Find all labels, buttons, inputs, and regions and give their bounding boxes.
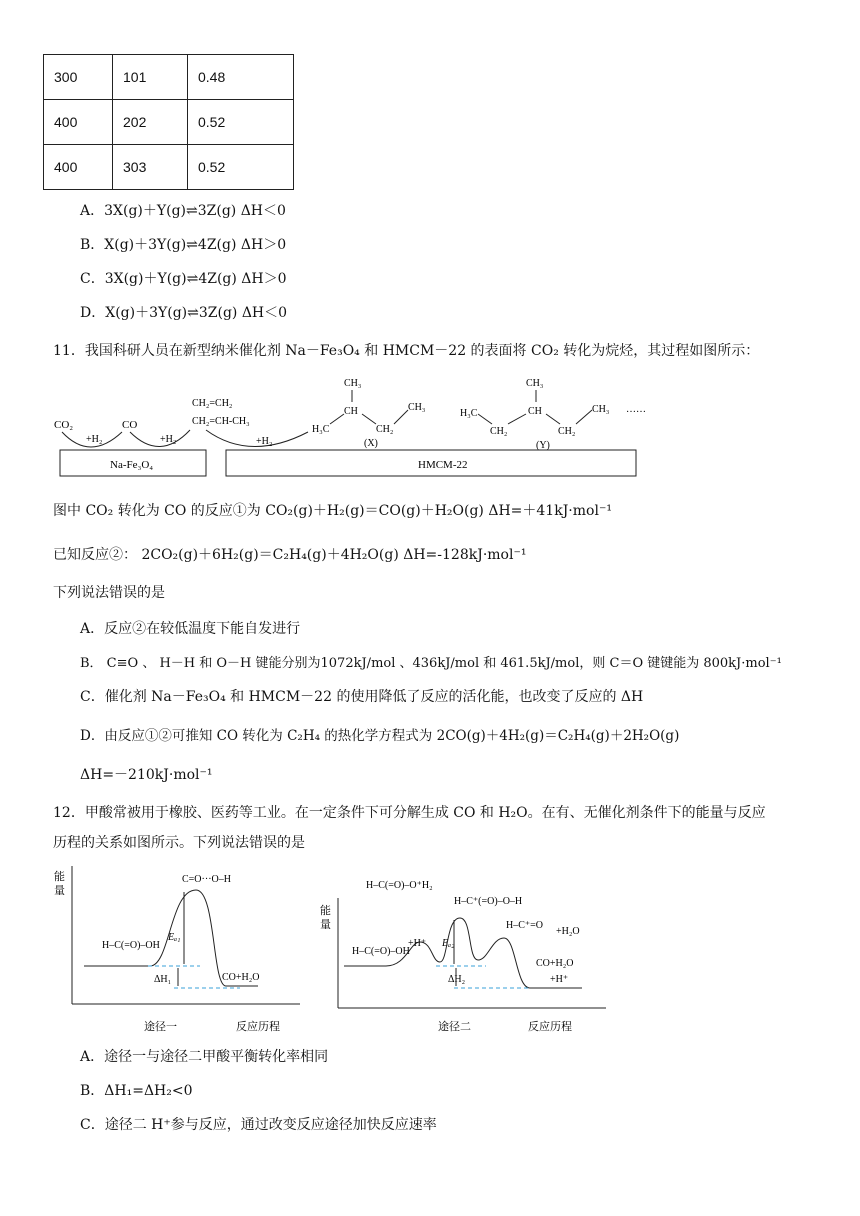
graph1-formic-acid: H–C(=O)–OH [102, 940, 160, 951]
graph1-path-label: 途径一 [144, 1021, 177, 1033]
y-ch3-top: CH₃ [526, 378, 544, 389]
graph2-int2: H–C⁺(=O)–O–H [454, 896, 523, 907]
table-cell: 0.52 [188, 145, 294, 190]
dots: …… [626, 404, 646, 415]
co2-label: CO₂ [54, 419, 74, 431]
graph1-ts: C=O···O–H [182, 874, 231, 885]
q12-option-b: B．ΔH₁=ΔH₂<0 [80, 1083, 193, 1099]
table-row [44, 145, 294, 190]
graph2-ea-label: Eₐ₂ [442, 938, 455, 949]
graph2-hplus: +H⁺ [408, 938, 427, 949]
h2-label-1: +H₂ [86, 434, 103, 445]
x-ch3-top: CH₃ [344, 378, 362, 389]
h2-label-2: +H₂ [160, 434, 177, 445]
q11-option-d-cont: ΔH=－210kJ·mol⁻¹ [80, 767, 213, 783]
table-cell: 400 [44, 100, 113, 145]
graph2-ylabel-1: 能 [320, 905, 331, 917]
x-ch3-end: CH₃ [408, 402, 426, 413]
table-row [44, 55, 294, 100]
co-label: CO [122, 419, 138, 431]
q11-option-a: A．反应②在较低温度下能自发进行 [80, 621, 301, 637]
x-ch: CH [344, 406, 358, 417]
q12-option-a: A．途径一与途径二甲酸平衡转化率相同 [80, 1049, 329, 1065]
table-cell: 101 [113, 55, 188, 100]
y-ch2-1: CH₂ [490, 426, 508, 437]
graph1-ea-label: Eₐ₁ [168, 932, 181, 943]
x-label: (X) [364, 438, 378, 449]
graph2-formic-acid: H–C(=O)–OH [352, 946, 410, 957]
catalyst-label-1: Na-Fe₃O₄ [110, 459, 154, 471]
data-table [43, 54, 294, 190]
q11-option-d: D．由反应①②可推知 CO 转化为 C₂H₄ 的热化学方程式为 2CO(g)＋4H₂(g)＝C₂H₄(g)＋2H₂O(g) [80, 728, 680, 744]
graph2-ylabel-2: 量 [320, 919, 331, 931]
graph2-dh-label: ΔH₂ [448, 974, 466, 985]
table-cell: 0.52 [188, 100, 294, 145]
y-ch2-2: CH₂ [558, 426, 576, 437]
x-h3c: H₃C [312, 424, 330, 435]
y-label: (Y) [536, 440, 550, 451]
graph2-product-1: CO+H₂O [536, 958, 574, 969]
q10-option-b: B．X(g)＋3Y(g)⇌4Z(g) ΔH＞0 [80, 237, 287, 253]
graph1-xlabel: 反应历程 [236, 1021, 280, 1033]
energy-diagram-path1 [50, 858, 310, 1038]
q11-option-c: C．催化剂 Na－Fe₃O₄ 和 HMCM－22 的使用降低了反应的活化能，也改变了反应的 ΔH [80, 689, 644, 705]
table-cell: 303 [113, 145, 188, 190]
graph2-h2o: +H₂O [556, 926, 580, 937]
ethene-label: CH₂=CH₂ [192, 398, 233, 409]
q11-stem: 11．我国科研人员在新型纳米催化剂 Na－Fe₃O₄ 和 HMCM－22 的表面将 CO₂ 转化为烷烃，其过程如图所示： [53, 343, 760, 359]
q11-reaction1: 图中 CO₂ 转化为 CO 的反应①为 CO₂(g)＋H₂(g)＝CO(g)＋H₂O(g) ΔH=＋41kJ·mol⁻¹ [53, 503, 612, 519]
q12-option-c: C．途径二 H⁺参与反应，通过改变反应途径加快反应速率 [80, 1117, 437, 1133]
q10-option-a: A．3X(g)＋Y(g)⇌3Z(g) ΔH＜0 [80, 203, 286, 219]
y-h3c: H₃C [460, 408, 478, 419]
q12-stem-2: 历程的关系如图所示。下列说法错误的是 [53, 835, 305, 851]
table-row [44, 100, 294, 145]
propene-label: CH₂=CH-CH₃ [192, 416, 250, 427]
graph1-ylabel-2: 量 [54, 885, 65, 897]
table-cell: 400 [44, 145, 113, 190]
q11-process-diagram [50, 372, 670, 482]
catalyst-label-2: HMCM-22 [418, 459, 468, 471]
table-cell: 300 [44, 55, 113, 100]
graph2-path-label: 途径二 [438, 1021, 471, 1033]
q10-option-c: C．3X(g)＋Y(g)⇌4Z(g) ΔH＞0 [80, 271, 287, 287]
q12-stem-1: 12．甲酸常被用于橡胶、医药等工业。在一定条件下可分解生成 CO 和 H₂O。在有、无催化剂条件下的能量与反应 [53, 805, 766, 821]
table-cell: 0.48 [188, 55, 294, 100]
x-ch2: CH₂ [376, 424, 394, 435]
graph2-xlabel: 反应历程 [528, 1021, 572, 1033]
graph1-dh-label: ΔH₁ [154, 974, 172, 985]
h2-label-3: +H₂ [256, 436, 273, 447]
energy-diagram-path2 [316, 858, 616, 1038]
graph2-int3: H–C⁺=O [506, 920, 544, 931]
graph1-product: CO+H₂O [222, 972, 260, 983]
y-ch: CH [528, 406, 542, 417]
graph1-ylabel-1: 能 [54, 871, 65, 883]
graph2-int1: H–C(=O)–O⁺H₂ [366, 880, 433, 891]
graph2-product-2: +H⁺ [550, 974, 569, 985]
table-cell: 202 [113, 100, 188, 145]
q11-reaction2: 已知反应②： 2CO₂(g)＋6H₂(g)＝C₂H₄(g)＋4H₂O(g) ΔH=-128kJ·mol⁻¹ [53, 547, 527, 563]
q10-option-d: D．X(g)＋3Y(g)⇌3Z(g) ΔH＜0 [80, 305, 288, 321]
y-ch3-end: CH₃ [592, 404, 610, 415]
q11-option-b: B． C≡O 、 H－H 和 O－H 键能分别为1072kJ/mol 、436kJ/mol 和 461.5kJ/mol，则 C＝O 键键能为 800kJ·mol⁻¹ [80, 656, 782, 671]
q11-ask: 下列说法错误的是 [53, 585, 165, 601]
